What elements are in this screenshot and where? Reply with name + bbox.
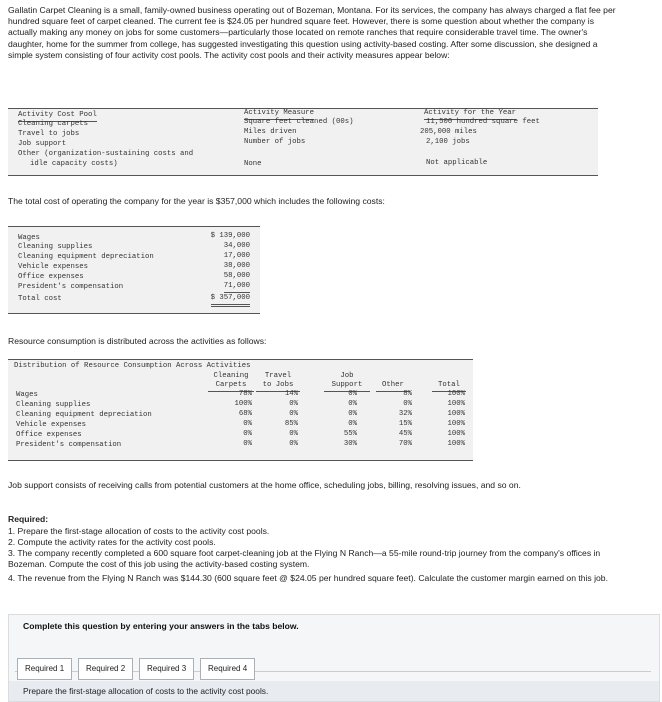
dist-cell: 78% [238, 390, 252, 398]
activity-row-measure: Number of jobs [244, 138, 306, 146]
activity-row-year: 205,000 miles [420, 128, 477, 136]
activity-row-pool: Cleaning carpets [18, 120, 89, 128]
total-cost-label: Total cost [18, 295, 62, 303]
cost-value: 38,000 [223, 262, 250, 270]
activity-row-measure: None [244, 160, 262, 168]
cost-label: President's compensation [18, 283, 124, 291]
dist-cell: 68% [238, 410, 252, 418]
activity-row-measure: Miles driven [244, 128, 297, 136]
activity-header-pool: Activity Cost Pool [18, 111, 97, 122]
dist-cell: 0% [243, 430, 252, 438]
dist-cell: 0% [403, 400, 412, 408]
cost-value: 58,000 [223, 272, 250, 280]
activity-table [8, 108, 598, 176]
cost-label: Wages [18, 234, 40, 242]
col-header-cleaning: Carpets [208, 381, 254, 392]
dist-cell: 0% [348, 410, 357, 418]
required-heading: Required: [8, 514, 49, 524]
col-header-travel: Travel [264, 372, 292, 380]
cost-value: 17,000 [223, 252, 250, 260]
dist-cell: 0% [243, 420, 252, 428]
activity-row-year: 2,100 jobs [426, 138, 470, 146]
dist-cell: 0% [289, 440, 298, 448]
cost-value: 71,000 [224, 282, 250, 293]
cost-label: Cleaning equipment depreciation [18, 253, 154, 261]
col-header-other: Other [376, 381, 410, 392]
required-item-1: 1. Prepare the first-stage allocation of costs to the activity cost pools. [8, 526, 270, 536]
job-support-paragraph: Job support consists of receiving calls from potential customers at the home office, scheduling jobs, billing, resolving issues, and so on. [8, 480, 521, 490]
dist-cell: 0% [289, 400, 298, 408]
dist-cell: 0% [289, 410, 298, 418]
dist-cell: 32% [398, 410, 412, 418]
dist-cell: 0% [348, 420, 357, 428]
col-header-job-support: Support [324, 381, 370, 392]
total-cost-paragraph: The total cost of operating the company for the year is $357,000 which includes the following costs: [8, 196, 385, 206]
cost-value: $ 139,000 [210, 232, 250, 240]
dist-row-label: Office expenses [16, 431, 82, 439]
activity-row-pool: Other (organization-sustaining costs and [18, 150, 194, 158]
col-header-cleaning: Cleaning [213, 372, 249, 380]
tab-required-4[interactable]: Required 4 [200, 658, 255, 680]
activity-row-year: Not applicable [426, 159, 488, 167]
resource-paragraph: Resource consumption is distributed across the activities as follows: [8, 336, 267, 346]
dist-cell: 100% [447, 420, 465, 428]
tab-required-2[interactable]: Required 2 [78, 658, 133, 680]
required-item-4: 4. The revenue from the Flying N Ranch was $144.30 (600 square feet @ $24.05 per hundred square feet). Calculate the customer margin earned on this job. [8, 573, 608, 583]
dist-cell: 0% [243, 440, 252, 448]
intro-paragraph: Gallatin Carpet Cleaning is a small, family-owned business operating out of Bozeman, Montana. For its services, the company has always charged a flat fee per hundred square feet of carpet cleaned. The current fee is $24.05 per hundred square feet. However, there is some question about whether the company is actually making any money on jobs for some customers—particularly those located on remote ranches that require considerable travel time. The owner's daughter, home for the summer from college, has suggested investigating this question using activity-based costing. After some discussion, she designed a simple system consisting of four activity cost pools. The activity cost pools and their activity measures appear below: [8, 5, 616, 60]
dist-cell: 15% [398, 420, 412, 428]
activity-row-pool: Travel to jobs [18, 130, 80, 138]
dist-cell: 100% [447, 410, 465, 418]
dist-cell: 30% [343, 440, 357, 448]
dist-cell: 100% [234, 400, 252, 408]
distribution-table [8, 359, 473, 461]
col-header-total: Total [432, 381, 466, 392]
cost-label: Vehicle expenses [18, 263, 89, 271]
distribution-title: Distribution of Resource Consumption Across Activities [14, 362, 251, 370]
dist-cell: 55% [343, 430, 357, 438]
cost-label: Office expenses [18, 273, 84, 281]
dist-row-label: Cleaning equipment depreciation [16, 411, 152, 419]
dist-cell: 0% [289, 430, 298, 438]
col-header-travel: to Jobs [256, 381, 300, 392]
activity-header-year: Activity for the Year [424, 109, 516, 120]
tab-panel-header-text: Prepare the first-stage allocation of costs to the activity cost pools. [23, 686, 269, 696]
answer-panel [8, 614, 660, 702]
dist-cell: 85% [284, 420, 298, 428]
dist-cell: 100% [447, 430, 465, 438]
activity-row-year: 11,500 hundred square feet [426, 118, 540, 126]
cost-table [8, 226, 260, 314]
dist-cell: 100% [447, 400, 465, 408]
tab-required-3[interactable]: Required 3 [139, 658, 194, 680]
dist-row-label: Vehicle expenses [16, 421, 87, 429]
required-item-3: 3. The company recently completed a 600 square foot carpet-cleaning job at the Flying N Ranch—a 55-mile round-trip journey from the company's offices in Bozeman. Compute the cost of this job using the activity-based costing system. [8, 548, 601, 570]
dist-cell: 14% [284, 390, 298, 398]
dist-cell: 8% [403, 390, 412, 398]
dist-cell: 0% [348, 400, 357, 408]
required-item-2: 2. Compute the activity rates for the activity cost pools. [8, 537, 216, 547]
cost-value: 34,000 [223, 242, 250, 250]
activity-row-measure: Square feet cleaned (00s) [244, 118, 354, 126]
dist-cell: 70% [398, 440, 412, 448]
activity-header-measure: Activity Measure [244, 109, 314, 120]
tab-panel-header [9, 681, 659, 701]
activity-row-pool: Job support [18, 140, 67, 148]
total-cost-value: $ 357,000 [211, 294, 250, 307]
dist-cell: 45% [398, 430, 412, 438]
dist-cell: 0% [348, 390, 357, 398]
col-header-job-support: Job [340, 372, 354, 380]
activity-row-pool-continued: idle capacity costs) [30, 160, 118, 168]
dist-row-label: President's compensation [16, 441, 122, 449]
dist-row-label: Cleaning supplies [16, 401, 91, 409]
instructions-text: Complete this question by entering your answers in the tabs below. [23, 621, 299, 631]
dist-cell: 100% [447, 440, 465, 448]
tab-required-1[interactable]: Required 1 [17, 658, 72, 680]
cost-label: Cleaning supplies [18, 243, 93, 251]
dist-cell: 100% [447, 390, 465, 398]
dist-row-label: Wages [16, 391, 38, 399]
